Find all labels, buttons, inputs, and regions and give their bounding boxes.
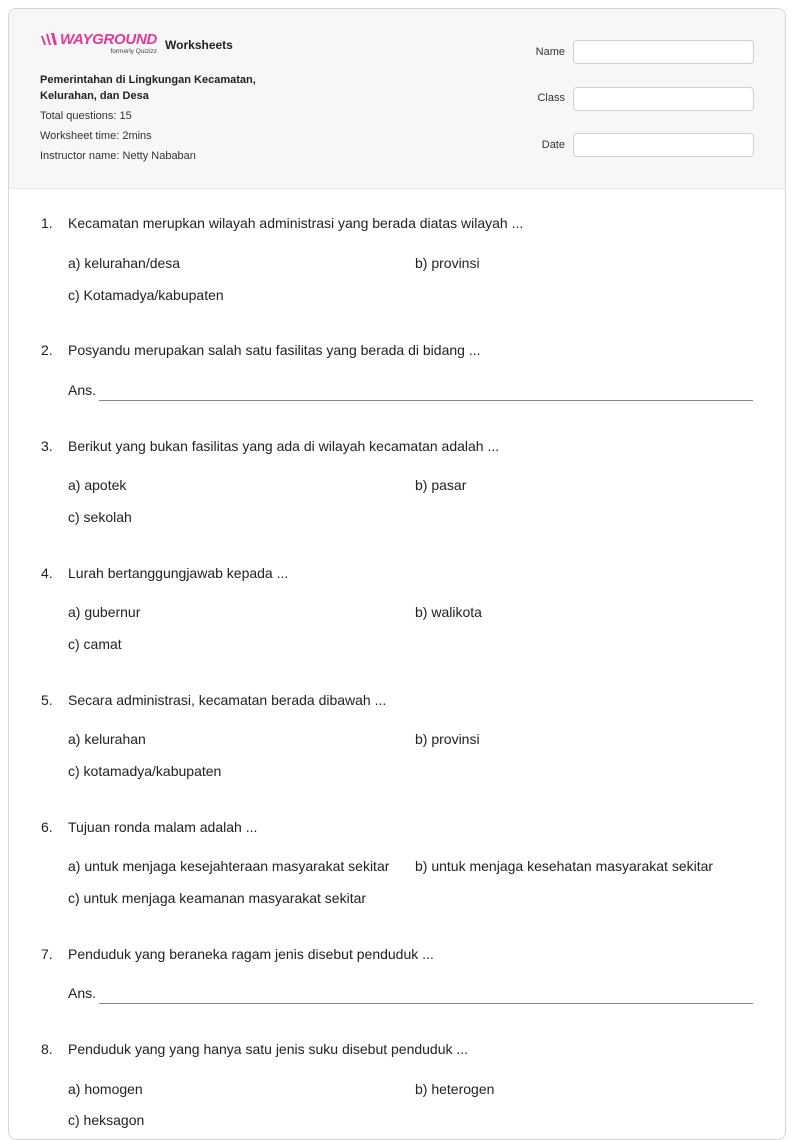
brand-title: Worksheets — [165, 38, 233, 52]
option-a: a) apotek — [68, 477, 127, 493]
question-text: Posyandu merupakan salah satu fasilitas yang berada di bidang ... — [68, 342, 481, 358]
option-b: b) untuk menjaga kesehatan masyarakat sekitar — [415, 858, 714, 874]
option-b: b) provinsi — [415, 255, 480, 271]
option-c: c) sekolah — [68, 509, 132, 525]
question-number: 1. — [41, 215, 53, 231]
logo-subtitle: formerly Quizizz — [110, 48, 158, 55]
question-number: 5. — [41, 692, 53, 708]
option-a: a) gubernur — [68, 604, 141, 620]
option-a: a) kelurahan — [68, 731, 146, 747]
option-b: b) pasar — [415, 477, 467, 493]
question-text: Lurah bertanggungjawab kepada ... — [68, 565, 289, 581]
worksheet-time: Worksheet time: 2mins — [40, 130, 152, 142]
name-label: Name — [535, 46, 565, 58]
question-number: 6. — [41, 819, 53, 835]
logo-wordmark: WAYGROUND — [60, 31, 158, 48]
question-text: Berikut yang bukan fasilitas yang ada di wilayah kecamatan adalah ... — [68, 438, 500, 454]
question-text: Penduduk yang beraneka ragam jenis disebut penduduk ... — [68, 946, 434, 962]
question-text: Tujuan ronda malam adalah ... — [68, 819, 258, 835]
class-field[interactable] — [573, 87, 754, 111]
wayground-mark-icon — [40, 33, 58, 46]
instructor-name: Instructor name: Netty Nababan — [40, 150, 196, 162]
name-field[interactable] — [573, 40, 754, 64]
worksheet-page — [8, 8, 786, 1140]
question-text: Kecamatan merupkan wilayah administrasi yang berada diatas wilayah ... — [68, 215, 524, 231]
answer-line[interactable] — [99, 1003, 753, 1004]
question-number: 8. — [41, 1041, 53, 1057]
worksheet-header — [9, 9, 785, 189]
brand — [40, 31, 233, 55]
option-b: b) provinsi — [415, 731, 480, 747]
wayground-logo — [40, 31, 157, 55]
answer-line[interactable] — [99, 400, 753, 401]
date-field[interactable] — [573, 133, 754, 157]
question-number: 2. — [41, 342, 53, 358]
total-questions: Total questions: 15 — [40, 110, 132, 122]
option-c: c) kotamadya/kabupaten — [68, 763, 222, 779]
worksheet-title: Pemerintahan di Lingkungan Kecamatan, Kelurahan, dan Desa — [40, 74, 256, 102]
question-number: 4. — [41, 565, 53, 581]
option-a: a) kelurahan/desa — [68, 255, 181, 271]
class-label: Class — [537, 92, 565, 104]
option-b: b) heterogen — [415, 1081, 495, 1097]
option-a: a) untuk menjaga kesejahteraan masyarakat sekitar — [68, 858, 390, 874]
date-label: Date — [541, 139, 565, 151]
option-c: c) heksagon — [68, 1112, 145, 1128]
question-number: 7. — [41, 946, 53, 962]
option-b: b) walikota — [415, 604, 482, 620]
question-text: Secara administrasi, kecamatan berada dibawah ... — [68, 692, 387, 708]
answer-label: Ans. — [68, 985, 97, 1001]
question-text: Penduduk yang yang hanya satu jenis suku disebut penduduk ... — [68, 1041, 469, 1057]
answer-label: Ans. — [68, 382, 97, 398]
option-c: c) Kotamadya/kabupaten — [68, 287, 224, 303]
question-number: 3. — [41, 438, 53, 454]
option-c: c) untuk menjaga keamanan masyarakat sekitar — [68, 890, 367, 906]
option-a: a) homogen — [68, 1081, 143, 1097]
option-c: c) camat — [68, 636, 122, 652]
